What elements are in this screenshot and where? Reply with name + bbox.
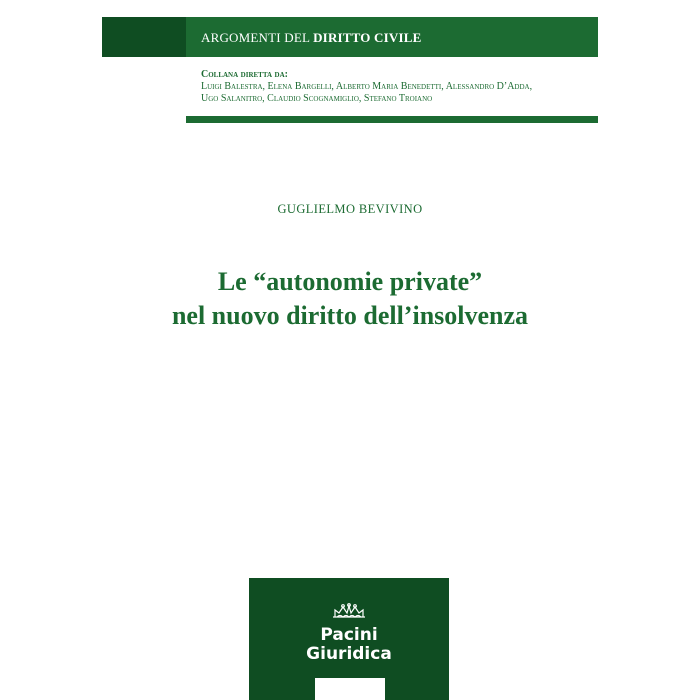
book-cover (102, 17, 598, 700)
editors-heading: Collana diretta da: (201, 69, 288, 80)
book-title (102, 265, 598, 333)
publisher-name-line-1: Pacini (320, 625, 378, 645)
book-title-line-2: nel nuovo diritto dell’insolvenza (171, 301, 529, 330)
publisher-name (249, 626, 449, 664)
publisher-name-line-2: Giuridica (306, 644, 392, 664)
series-banner (102, 17, 598, 57)
crown-emblem-icon (331, 602, 367, 620)
series-divider (186, 116, 598, 123)
publisher-label-slot (315, 678, 385, 700)
book-title-line-1: Le “autonomie private” (217, 267, 483, 296)
publisher-logo-block (249, 578, 449, 700)
editors-names-line-2: Ugo Salanitro, Claudio Scognamiglio, Stefano Troiano (201, 93, 433, 104)
author-name: GUGLIELMO BEVIVINO (277, 202, 423, 216)
series-editors (201, 69, 591, 105)
series-title (201, 17, 422, 57)
editors-names-line-1: Luigi Balestra, Elena Bargelli, Alberto Maria Benedetti, Alessandro D’Adda, (201, 81, 533, 92)
series-title-prefix: ARGOMENTI DEL (201, 30, 314, 45)
series-title-name: DIRITTO CIVILE (313, 30, 422, 45)
series-banner-accent (102, 17, 186, 57)
